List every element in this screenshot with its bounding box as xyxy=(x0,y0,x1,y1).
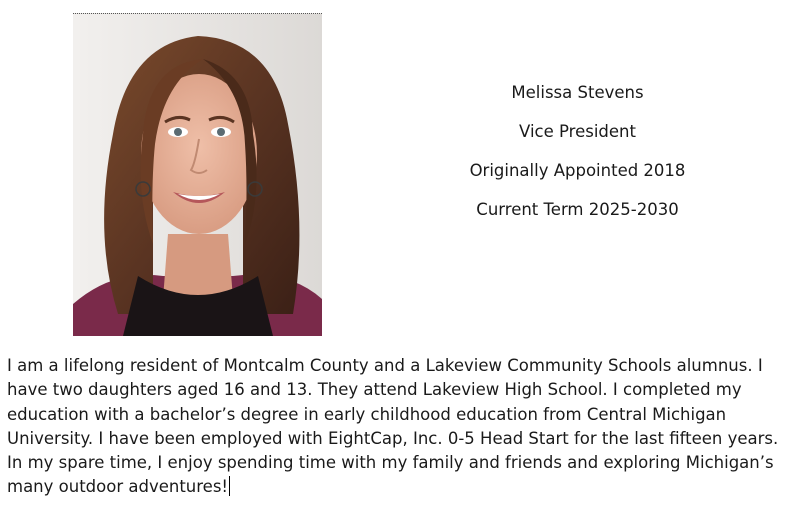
bio-line: have two daughters aged 16 and 13. They attend Lakeview High School. I completed my xyxy=(7,380,742,400)
bio-paragraph[interactable] xyxy=(7,354,782,500)
bio-line-last xyxy=(7,475,782,499)
pupil-right xyxy=(217,128,225,136)
portrait-illustration xyxy=(73,14,322,336)
bio-line: education with a bachelor’s degree in early childhood education from Central Michigan xyxy=(7,404,727,424)
profile-term: Current Term 2025-2030 xyxy=(476,200,679,219)
bio-line: In my spare time, I enjoy spending time with my family and friends and exploring Michigan’s xyxy=(7,453,774,473)
profile-name: Melissa Stevens xyxy=(511,83,644,102)
profile-info xyxy=(440,80,715,236)
text-cursor xyxy=(229,476,230,496)
bio-line: I am a lifelong resident of Montcalm County and a Lakeview Community Schools alumnus. I xyxy=(7,356,763,375)
pupil-left xyxy=(174,128,182,136)
bio-line: many outdoor adventures! xyxy=(7,477,229,497)
profile-appointed: Originally Appointed 2018 xyxy=(469,161,686,180)
portrait-photo xyxy=(73,13,322,336)
bio-line: University. I have been employed with EightCap, Inc. 0-5 Head Start for the last fifteen years. xyxy=(7,428,779,448)
neck-shape xyxy=(163,234,233,299)
profile-title: Vice President xyxy=(519,122,636,141)
